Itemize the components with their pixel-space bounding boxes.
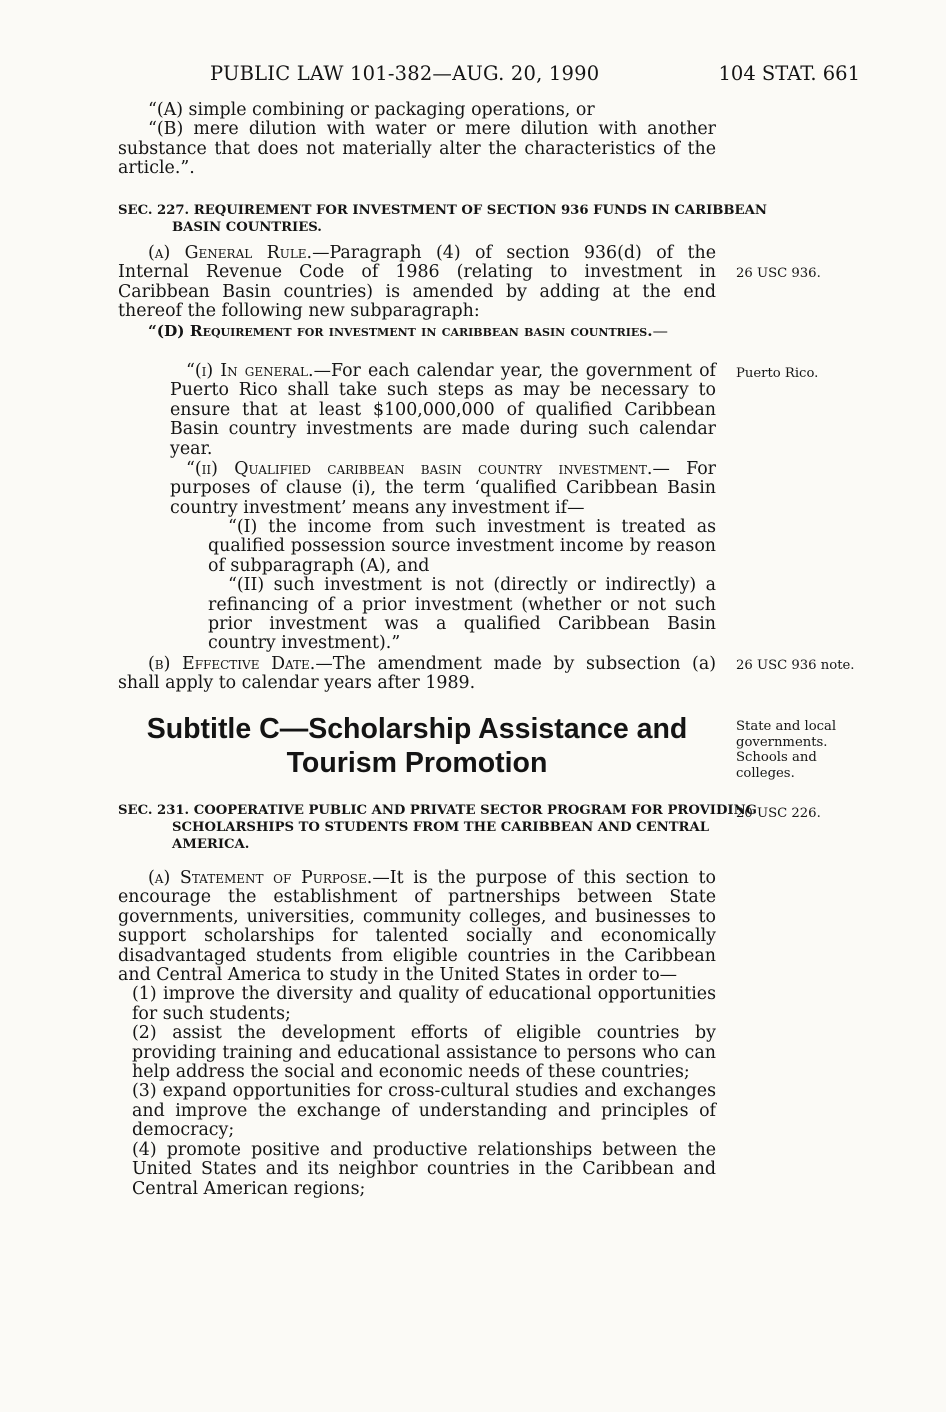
margin-note-line: colleges. — [736, 765, 795, 781]
effective-date-label: (b) Effective Date. — [148, 654, 316, 674]
margin-note-26usc936: 26 USC 936. — [736, 266, 821, 281]
purpose-item-2: (2) assist the development efforts of eligible countries by providing training and educational assistance to persons who can help address the social and economic needs of these countries; — [132, 1023, 716, 1083]
running-head: PUBLIC LAW 101-382—AUG. 20, 1990 — [210, 62, 600, 85]
clause-ii-text: — For purposes of clause (i), the term ‘qualified Caribbean Basin country investment’ means any investment if— — [170, 459, 716, 518]
subtitle-line-2: Tourism Promotion — [286, 747, 548, 779]
clause-a-combining: “(A) simple combining or packaging operations, or — [148, 100, 595, 120]
subclauses — [208, 518, 716, 654]
purpose-text: —It is the purpose of this section to encourage the establishment of partnerships between State governments, universities, community colleges, and businesses to support scholarships for talented socially and economically disadvantaged students from eligible countries in the Caribbean and Central America to study in the United States in order to— — [118, 868, 716, 986]
effective-date-text: —The amendment made by subsection (a) shall apply to calendar years after 1989. — [118, 654, 716, 694]
effective-date-paragraph — [118, 655, 716, 694]
general-rule-paragraph — [118, 244, 716, 322]
subparagraph-d — [118, 322, 716, 341]
subtitle-line-1: Subtitle C—Scholarship Assistance and — [146, 713, 688, 745]
clause-b-dilution: “(B) mere dilution with water or mere dilution with another substance that does not materially alter the characteristics of the article.”. — [118, 119, 716, 179]
subclause-I: “(I) the income from such investment is treated as qualified possession source investment income by reason of subparagraph (A), and — [208, 517, 716, 576]
purpose-items — [118, 985, 716, 1198]
subparagraph-d-dash: — — [652, 322, 668, 340]
general-rule-label: (a) General Rule. — [148, 243, 313, 263]
purpose-item-3: (3) expand opportunities for cross-cultural studies and exchanges and improve the exchange of understanding and principles of democracy; — [132, 1081, 716, 1141]
clause-ii-label: “(ii) Qualified caribbean basin country investment. — [186, 459, 653, 479]
margin-note-puerto-rico: Puerto Rico. — [736, 366, 819, 381]
continuation-block — [118, 101, 716, 179]
subclause-II: “(II) such investment is not (directly or indirectly) a refinancing of a prior investment (whether or not such prior investment was a qualified Caribbean Basin country investment).” — [208, 575, 716, 654]
purpose-label: (a) Statement of Purpose. — [148, 868, 373, 888]
subtitle-c-heading — [118, 712, 716, 780]
clause-ii — [170, 460, 716, 518]
purpose-item-4: (4) promote positive and productive relationships between the United States and its neighbor countries in the Caribbean and Central American regions; — [132, 1139, 716, 1199]
margin-note-state-local — [736, 719, 836, 781]
clause-i-text: —For each calendar year, the government of Puerto Rico shall take such steps as may be necessary to ensure that at least $100,000,000 of qualified Caribbean Basin country investments are made during such calendar year. — [170, 361, 716, 459]
sec-231-heading: SEC. 231. COOPERATIVE PUBLIC AND PRIVATE SECTOR PROGRAM FOR PROVIDING SCHOLARSHIPS TO STUDENTS FROM THE CARIBBEAN AND CENTRAL AMERICA. — [118, 803, 757, 852]
margin-note-20usc226: 20 USC 226. — [736, 806, 821, 821]
margin-note-line: governments. — [736, 734, 828, 750]
stat-page-number: 104 STAT. 661 — [718, 62, 860, 85]
purpose-item-1: (1) improve the diversity and quality of educational opportunities for such students; — [132, 984, 716, 1024]
clause-i — [170, 362, 716, 459]
sec-227-heading: SEC. 227. REQUIREMENT FOR INVESTMENT OF SECTION 936 FUNDS IN CARIBBEAN BASIN COUNTRIES. — [118, 203, 767, 235]
clause-i-label: “(i) In general. — [186, 361, 314, 381]
margin-note-line: State and local — [736, 719, 837, 734]
margin-note-26usc936-note: 26 USC 936 note. — [736, 658, 855, 673]
general-rule-text: —Paragraph (4) of section 936(d) of the Internal Revenue Code of 1986 (relating to investment in Caribbean Basin countries) is amended by adding at the end thereof the following new subparagraph: — [118, 243, 716, 322]
subparagraph-d-label: “(D) Requirement for investment in caribbean basin countries. — [148, 322, 653, 340]
statement-of-purpose — [118, 869, 716, 1199]
margin-note-line: Schools and — [736, 750, 817, 765]
